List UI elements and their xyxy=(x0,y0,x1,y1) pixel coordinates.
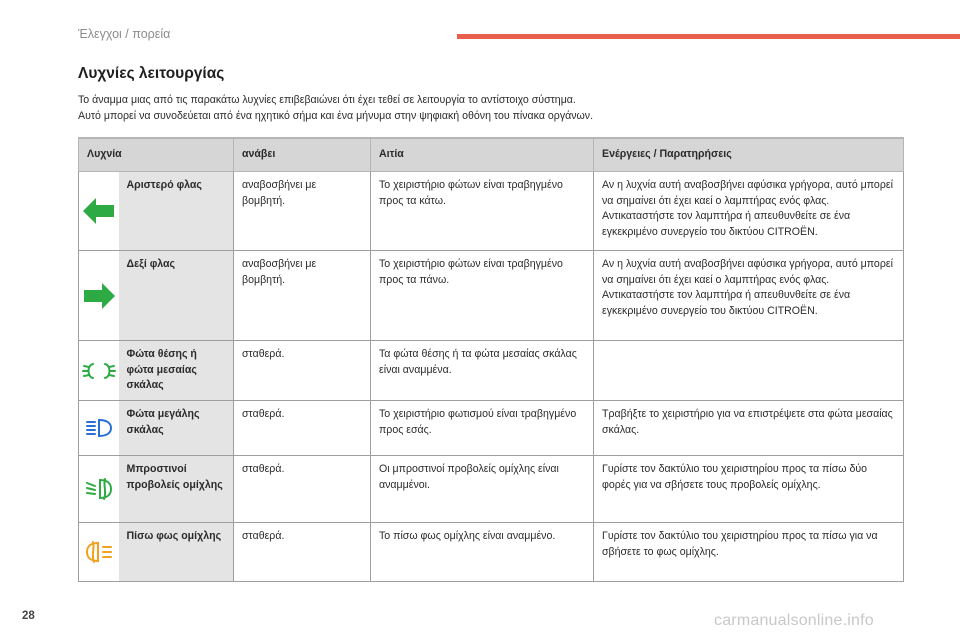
lamp-cause: Το χειριστήριο φωτισμού είναι τραβηγμένο προς εσάς. xyxy=(371,401,594,456)
table-row xyxy=(79,456,904,523)
accent-bar xyxy=(457,34,960,39)
lamp-cause: Το χειριστήριο φώτων είναι τραβηγμένο προς τα κάτω. xyxy=(371,172,594,251)
page-title: Λυχνίες λειτουργίας xyxy=(78,65,225,82)
table-row xyxy=(79,401,904,456)
sidelights-icon xyxy=(79,360,119,382)
front-fog-icon xyxy=(79,477,119,501)
intro-line-2: Αυτό μπορεί να συνοδεύεται από ένα ηχητικό σήμα και ένα μήνυμα στην ψηφιακή οθόνη του πίνακα οργάνων. xyxy=(78,110,594,122)
table-header-row xyxy=(79,138,904,172)
lamp-lit: σταθερά. xyxy=(234,523,371,582)
left-arrow-icon xyxy=(79,197,119,225)
lamp-name: Δεξί φλας xyxy=(119,251,234,341)
page-number: 28 xyxy=(22,610,35,622)
lamp-action: Αν η λυχνία αυτή αναβοσβήνει αφύσικα γρήγορα, αυτό μπορεί να σημαίνει ότι έχει καεί ο λαμπτήρας ενός φλας. Αντικαταστήστε τον λαμπτήρα ή απευθυνθείτε σε ένα εγκεκριμένο συνεργείο του δικτύου CITROËN. xyxy=(594,251,904,341)
table-row xyxy=(79,341,904,401)
lamp-cause: Τα φώτα θέσης ή τα φώτα μεσαίας σκάλας είναι αναμμένα. xyxy=(371,341,594,401)
main-beam-icon xyxy=(79,417,119,439)
warning-lamps-table xyxy=(78,137,904,582)
lamp-cause: Το πίσω φως ομίχλης είναι αναμμένο. xyxy=(371,523,594,582)
lamp-action: Αν η λυχνία αυτή αναβοσβήνει αφύσικα γρήγορα, αυτό μπορεί να σημαίνει ότι έχει καεί ο λαμπτήρας ενός φλας. Αντικαταστήστε τον λαμπτήρα ή απευθυνθείτε σε ένα εγκεκριμένο συνεργείο του δικτύου CITROËN. xyxy=(594,172,904,251)
lamp-lit: αναβοσβήνει με βομβητή. xyxy=(234,172,371,251)
lamp-cause: Οι μπροστινοί προβολείς ομίχλης είναι αναμμένοι. xyxy=(371,456,594,523)
lamp-action: Γυρίστε τον δακτύλιο του χειριστηρίου προς τα πίσω δύο φορές για να σβήσετε τους προβολείς ομίχλης. xyxy=(594,456,904,523)
lamp-cause: Το χειριστήριο φώτων είναι τραβηγμένο προς τα πάνω. xyxy=(371,251,594,341)
lamp-name: Μπροστινοί προβολείς ομίχλης xyxy=(119,456,234,523)
lamp-action: Γυρίστε τον δακτύλιο του χειριστηρίου προς τα πίσω για να σβήσετε το φως ομίχλης. xyxy=(594,523,904,582)
header-actions: Ενέργειες / Παρατηρήσεις xyxy=(594,138,904,172)
right-arrow-icon xyxy=(79,282,119,310)
lamp-action xyxy=(594,341,904,401)
lamp-lit: σταθερά. xyxy=(234,401,371,456)
header-lit: ανάβει xyxy=(234,138,371,172)
table-row xyxy=(79,523,904,582)
lamp-name: Φώτα θέσης ή φώτα μεσαίας σκάλας xyxy=(119,341,234,401)
lamp-name: Πίσω φως ομίχλης xyxy=(119,523,234,582)
header-cause: Αιτία xyxy=(371,138,594,172)
table-row xyxy=(79,251,904,341)
lamp-lit: σταθερά. xyxy=(234,341,371,401)
intro-line-1: Το άναμμα μιας από τις παρακάτω λυχνίες επιβεβαιώνει ότι έχει τεθεί σε λειτουργία το αντίστοιχο σύστημα. xyxy=(78,94,576,106)
intro-text xyxy=(78,92,593,124)
table-row xyxy=(79,172,904,251)
section-header: Έλεγχοι / πορεία xyxy=(78,27,171,41)
lamp-name: Αριστερό φλας xyxy=(119,172,234,251)
lamp-lit: αναβοσβήνει με βομβητή. xyxy=(234,251,371,341)
lamp-lit: σταθερά. xyxy=(234,456,371,523)
rear-fog-icon xyxy=(79,540,119,564)
lamp-name: Φώτα μεγάλης σκάλας xyxy=(119,401,234,456)
watermark: carmanualsonline.info xyxy=(714,612,874,629)
header-lamp: Λυχνία xyxy=(79,138,234,172)
lamp-action: Τραβήξτε το χειριστήριο για να επιστρέψετε στα φώτα μεσαίας σκάλας. xyxy=(594,401,904,456)
